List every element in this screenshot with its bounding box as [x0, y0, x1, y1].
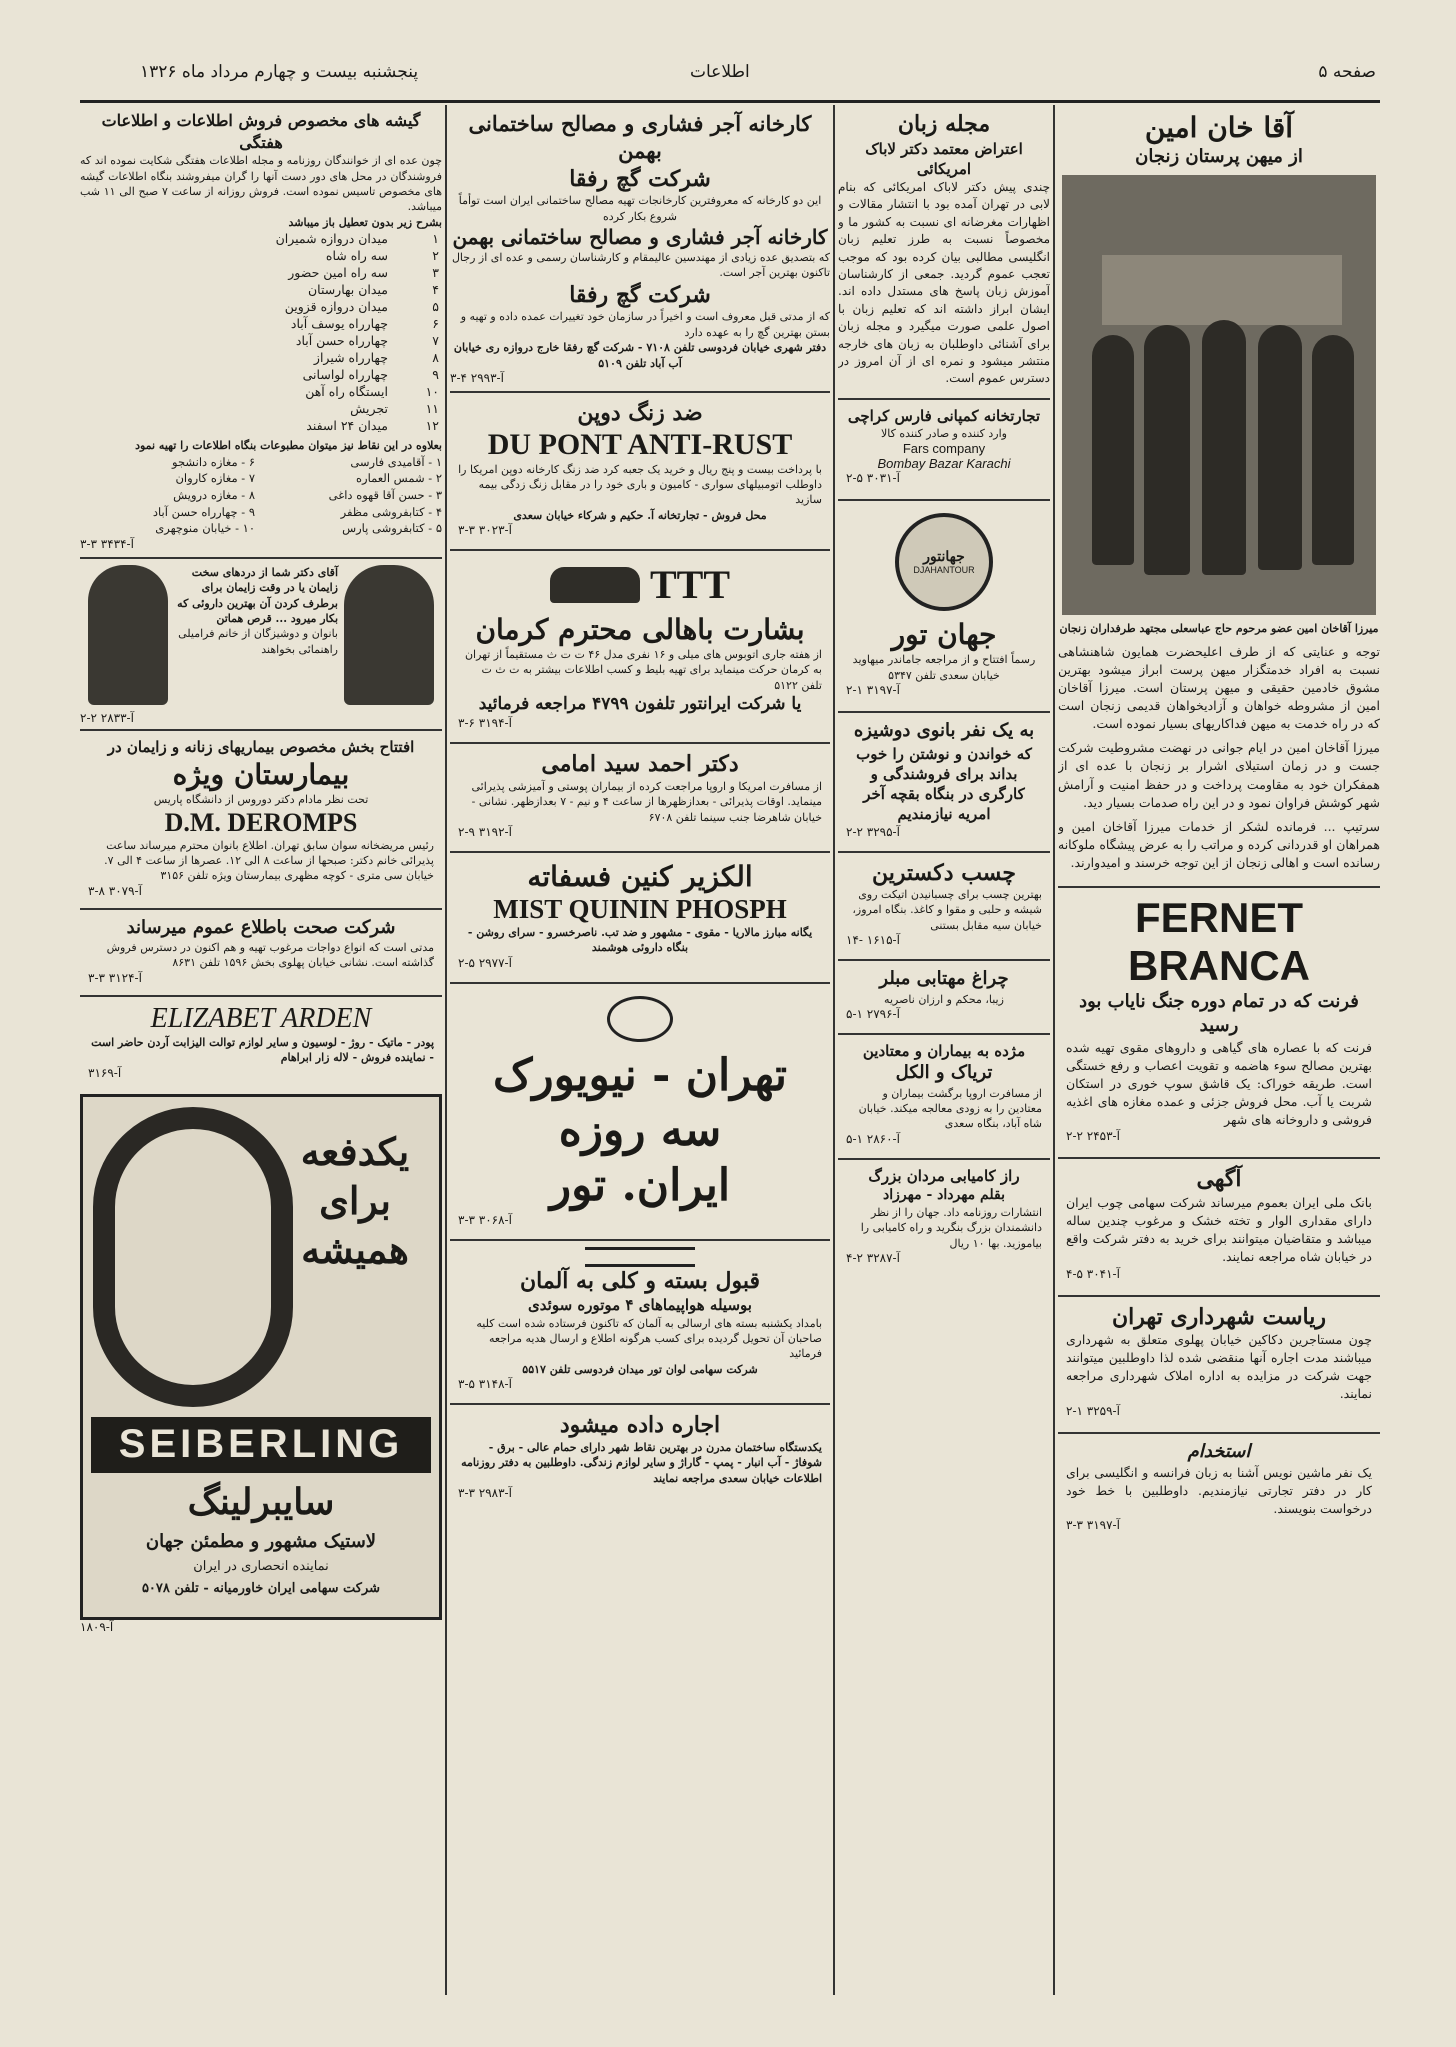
ad-code: آ-۳۱۶۹: [88, 1065, 122, 1080]
ad-code: ۲-۱ آ-۳۱۹۷: [846, 683, 900, 698]
ad-code: ۲-۹ آ-۳۱۹۲: [458, 824, 512, 839]
column-rule: [833, 105, 835, 1995]
wings-logo: [458, 1247, 822, 1267]
ad-code: ۳-۳ آ-۳۴۳۴: [80, 536, 134, 551]
ad-subtitle: بوسیله هواپیماهای ۴ موتوره سوئدی: [528, 1296, 752, 1315]
seiberling-ad: [80, 1094, 442, 1620]
ghabul-ad: [450, 1239, 830, 1397]
table-row: [80, 383, 442, 400]
ad-agent: نماینده انحصاری در ایران: [193, 1558, 329, 1574]
majalle-article: [838, 110, 1050, 388]
notice-title: گیشه های مخصوص فروش اطلاعات و اطلاعات هفتگی: [101, 111, 421, 152]
table-cell: ۱: [432, 231, 439, 247]
header-rule: [80, 100, 1380, 103]
ad-title: دکتر احمد سید امامی: [541, 751, 739, 778]
photo-person: [1202, 320, 1246, 575]
logo-circle: [895, 513, 993, 611]
table-cell: ۳: [432, 265, 439, 281]
ad-body: که خواندن و نوشتن را خوب بداند برای فروشندگی و کارگری در بنگاه بقچه آخر امریه نیازمندیم: [856, 744, 1032, 824]
ad-code: ۳-۴ آ-۲۹۹۳: [450, 370, 504, 385]
list-item: ۷ - مغازه کاروان: [175, 471, 255, 486]
ad-body: از مسافرت امریکا و اروپا مراجعت کرده از بیماران پوستی و آمیزشی پذیرائی مینماید. اوقات پذیرائی - بعدازظهرها از ساعت ۴ و نیم - ۷ بعدازظهر. نشانی - خیابان شاهرضا جنب سینما تلفن ۶۷۰۸: [471, 779, 822, 824]
list-item: ۱۰ - خیابان منوچهری: [155, 521, 255, 536]
ad-title: جهان تور: [891, 618, 997, 652]
aqakhan-article: [1058, 110, 1380, 872]
notice-title: آگهی: [1196, 1166, 1242, 1193]
table-cell: ۱۲: [425, 418, 439, 434]
ad-subtitle: شرکت گچ رفقا: [569, 165, 711, 192]
bus-icon: [550, 567, 640, 603]
ad-body: با پرداخت بیست و پنج ریال و خرید یک جعبه کرد ضد زنگ کارخانه دوپن امریکا را داوطلب اتومبیلهای سواری - کامیون و باری خود را در مقابل زنگ زدگی بیمه سازید: [458, 462, 822, 507]
notice-title: ریاست شهرداری تهران: [1112, 1303, 1326, 1330]
list-item: ۱ - آقامیدی فارسی: [350, 454, 442, 469]
sehat-ad: [80, 908, 442, 991]
photo-caption: میرزا آقاخان امین عضو مرحوم حاج عباسعلی مجتهد طرفداران زنجان: [1059, 622, 1379, 636]
ad-code: ۲-۱ آ-۳۲۵۹: [1066, 1403, 1120, 1418]
tire-illustration: [93, 1107, 293, 1407]
ajor-ad: [450, 110, 830, 385]
issue-date: پنجشنبه بیست و چهارم مرداد ماه ۱۳۲۶: [140, 62, 419, 82]
photo-person: [1258, 325, 1302, 570]
notice-title: استخدام: [1187, 1440, 1251, 1462]
column-rule: [445, 105, 447, 1995]
article-title: آقا خان امین: [1144, 111, 1294, 144]
seiberling-brand: SEIBERLING: [91, 1417, 431, 1473]
kiosk-table: [80, 230, 442, 434]
table-cell: میدان دروازه قزوین: [284, 299, 388, 315]
notice-intro: چون عده ای از خوانندگان روزنامه و مجله اطلاعات هفتگی شکایت نموده اند که فروشندگان در محل های دور دست آنها را گران میفروشند بنگاه اطلاعات گیشه های مخصوص تاسیس نموده است. فروش روزانه از ساعت ۷ صبح الی ۱۱ شب میباشد.: [80, 154, 442, 214]
ad-subtitle: وارد کننده و صادر کننده کالا: [881, 427, 1007, 441]
ad-title: به یک نفر بانوی دوشیزه: [853, 720, 1035, 742]
fernet-brand: FERNET BRANCA: [1128, 894, 1310, 990]
photo-person: [1092, 335, 1134, 565]
ad-code: ۳-۳ آ-۳۰۶۸: [458, 1212, 512, 1227]
list-item: ۳ - حسن آقا قهوه داغی: [328, 487, 442, 502]
municipality-notice: [1058, 1295, 1380, 1424]
table-row: [80, 400, 442, 417]
raz-ad: [838, 1158, 1050, 1271]
ad-title: تجارتخانه کمپانی فارس کراچی: [847, 406, 1041, 425]
table-cell: میدان ۲۴ اسفند: [306, 418, 388, 434]
table-cell: سه راه شاه: [325, 248, 388, 264]
ad-title: افتتاح بخش مخصوص بیماریهای زنانه و زایمان در: [107, 737, 415, 756]
ad-body: پودر - ماتیک - روژ - لوسیون و سایر لوازم توالت الیزابت آردن حاضر است - نماینده فروش - لاله زار ابراهام: [91, 1035, 434, 1065]
ad-body: زیبا، محکم و ارزان ناصریه: [884, 992, 1004, 1006]
column-left: [80, 110, 442, 2000]
besharat-ad: [450, 549, 830, 736]
list-item: ۴ - کتابفروشی مظفر: [340, 504, 442, 519]
paper-name: اطلاعات: [690, 62, 750, 82]
table-row: [80, 298, 442, 315]
table-cell: ۸: [432, 350, 439, 366]
hospital-ad: [80, 729, 442, 904]
table-cell: چهارراه یوسف آباد: [290, 316, 388, 332]
agahi-notice: [1058, 1157, 1380, 1286]
table-cell: سه راه امین حضور: [288, 265, 388, 281]
ad-body: رئیس مریضخانه سوان سابق تهران. اطلاع بانوان محترم میرساند ساعت پذیرائی خانم دکتر: صبحها از ساعت ۸ الی ۱۲. عصرها از ساعت ۴ الی ۷. خیابان سی متری - کوچه مظهری بیمارستان ویژه تلفن ۳۱۵۶: [104, 838, 434, 883]
doctor-ad: [450, 742, 830, 845]
ad-body: یگانه مبارز مالاریا - مقوی - مشهور و ضد تب. ناصرخسرو - سرای روشن - بنگاه داروئی هوشمند: [467, 925, 813, 955]
group-photo: [1062, 175, 1376, 615]
ad-title: چراغ مهتابی مبلر: [879, 968, 1009, 990]
table-row: [80, 366, 442, 383]
photo-person: [1144, 325, 1190, 575]
table-cell: میدان دروازه شمیران: [275, 231, 388, 247]
ad-title: قبول بسته و کلی به آلمان: [519, 1267, 760, 1294]
column-right-middle: [838, 110, 1050, 2000]
table-heading: بشرح زیر بدون تعطیل باز میباشد: [288, 215, 442, 229]
article-body: میرزا آقاخان امین در ایام جوانی در نهضت مشروطیت شرکت جست و در زمان استیلای اشرار بر زنجان با عده ای از همفکران خود به مقاومت پرداخت و در حفظ امنیت و آرامش شهر کوشش فراوان نمود و در این راه صدمات بسیار دید.: [1058, 740, 1380, 810]
table-row: [80, 332, 442, 349]
ad-subtitle: تحت نظر مادام دکتر دوروس از دانشگاه پاریس: [153, 793, 369, 807]
column-right: [1058, 110, 1380, 2000]
ad-body: بامداد یکشنبه بسته های ارسالی به آلمان که تاکنون فرستاده شده است کلیه صاحبان آن تحویل گردیده برای کسب هرگونه اطلاع و ارسال هدیه مراجعه فرمائید: [476, 1316, 822, 1361]
logo-text: جهانتور: [923, 549, 965, 566]
table-cell: ۷: [432, 333, 439, 349]
table-cell: ۱۱: [425, 401, 439, 417]
ad-code: ۳-۸ آ-۳۰۷۹: [88, 883, 142, 898]
ad-address: شرکت سهامی لوان تور میدان فردوسی تلفن ۵۵۱۷: [522, 1362, 758, 1376]
article-body: چندی پیش دکتر لاباک امریکائی که بنام لابی در تهران آمده بود با انتشار مقالات و اظهارات مغرضانه ای نسبت به کشور ما و مخصوصاً نسبت به طرز تعلیم زبان انگلیسی مطالبی بیان کرده بود که موجب تعجب عموم گردید. جمعی از کارشناسان آموزش زبان پاسخ های مستدل داده اند. ایشان ابراز داشته اند که تعلیم زبان با اصول علمی صورت میگیرد و مجله زبان برای آشنائی داوطلبان به زبان های خارجه منتشر میشود و نمره ای از آن امروز در دسترس عموم است.: [838, 180, 1050, 386]
ad-slogan: یکدفعه برای همیشه: [300, 1128, 410, 1273]
jahantour-logo: [846, 513, 1042, 611]
ad-line: تهران - نیویورک: [492, 1049, 788, 1101]
photo-background: [1102, 255, 1342, 325]
article-title: مجله زبان: [897, 111, 991, 137]
table-cell: ۹: [432, 367, 439, 383]
ad-code: ۲-۲ آ-۲۸۳۳: [80, 710, 134, 725]
column-middle: [450, 110, 830, 2000]
tehran-newyork-ad: [450, 982, 830, 1233]
ad-code: ۳-۳ آ-۳۰۲۳: [458, 523, 512, 538]
table-row: [80, 264, 442, 281]
ad-body: انتشارات روزنامه داد. جهان را از نظر دانشمندان بزرگ بنگرید و راه کامیابی را بیاموزید. بها ۱۰ ریال: [860, 1205, 1042, 1250]
jahantour-ad: [838, 499, 1050, 703]
seiberling-brand-fa: سایبرلینگ: [187, 1480, 335, 1523]
table-cell: ۲: [432, 248, 439, 264]
ad-body: مدتی است که انواع دواجات مرغوب تهیه و هم اکنون در دسترس فروش گذاشته است. نشانی خیابان پهلوی بخش ۱۵۹۶ تلفن ۸۶۳۱: [106, 941, 434, 970]
ad-subtitle: بقلم مهرداد - مهرزاد: [883, 1186, 1005, 1203]
ad-code: آ-۱۸۰۹: [80, 1619, 114, 1634]
ad-line: ایران. تور: [549, 1159, 731, 1211]
table-row: [80, 230, 442, 247]
hospital-name: بیمارستان ویژه: [172, 758, 350, 792]
plane-logo: [458, 996, 822, 1042]
ad-english: D.M. DEROMPS: [164, 807, 358, 837]
ad-note: بانوان و دوشیزگان از خانم فرامیلی راهنمائی بخواهند: [178, 627, 338, 656]
ad-code: ۳-۳ آ-۳۱۲۴: [88, 970, 142, 985]
ad-code: ۴-۲ آ-۳۲۸۷: [846, 1250, 900, 1265]
page-number: صفحه ۵: [1318, 62, 1376, 82]
table-row: [80, 281, 442, 298]
banu-ad: [838, 711, 1050, 844]
arden-ad: [80, 995, 442, 1086]
elixir-ad: [450, 851, 830, 976]
list-item: ۸ - مغازه درویش: [173, 487, 255, 502]
logo-text: TTT: [649, 562, 731, 608]
woman-illustration: [344, 565, 434, 705]
ad-english: DU PONT ANTI-RUST: [487, 427, 793, 461]
dupont-ad: [450, 391, 830, 543]
article-body: توجه و عنایتی که از طرف اعلیحضرت همایون شاهنشاهی نسبت به افراد خدمتگزار میهن پرست ابراز میشود بهترین مشوق خادمین حقیقی و میهن پرستان است. میرزا آقاخان امین از مشروطه خواهان و آزادیخواهان قدیمی زنجان است که در راه خدمت به میهن فداکاریهای بسیار نموده است.: [1058, 643, 1380, 732]
ad-english: MIST QUININ PHOSPH: [493, 893, 787, 924]
ad-company: شرکت سهامی ایران خاورمیانه - تلفن ۵۰۷۸: [141, 1580, 381, 1596]
cheragh-ad: [838, 959, 1050, 1027]
hiring-notice: [1058, 1432, 1380, 1539]
gishe-notice: [80, 110, 442, 551]
ad-english: ELIZABET ARDEN: [150, 1002, 372, 1034]
ad-body: از هفته جاری اتوبوس های میلی و ۱۶ نفری مدل ۴۶ ت ت ث مستقیماً از تهران به کرمان حرکت مینماید برای تهیه بلیط و کسب اطلاعات بیشتر به ت ث ت تلفن ۵۱۲۲: [464, 648, 822, 692]
ad-body: که از مدتی قبل معروف است و اخیراً در سازمان خود تغییرات عمده داده و تهیه و بستن بهترین گچ را به عهده دارد: [460, 310, 830, 339]
ad-code: ۵-۱ آ-۲۷۹۶: [846, 1006, 900, 1021]
ad-title: کارخانه آجر فشاری و مصالح ساختمانی بهمن: [468, 111, 812, 164]
list-item: ۲ - شمس العماره: [356, 471, 442, 486]
ad-english: Bombay Bazar Karachi: [877, 456, 1011, 472]
ad-line: یا شرکت ایرانتور تلفون ۴۷۹۹ مراجعه فرمائید: [478, 694, 802, 715]
ad-line: سه روزه: [558, 1104, 722, 1156]
photo-person: [1312, 335, 1354, 565]
ad-code: ۳-۳ آ-۲۹۸۳: [458, 1485, 512, 1500]
ad-intro: این دو کارخانه که معروفترین کارخانجات تهیه مصالح ساختمانی ایران است توأماً شروع بکار کرده: [458, 194, 822, 223]
table-cell: ۶: [432, 316, 439, 332]
ad-title: راز کامیابی مردان بزرگ: [868, 1166, 1020, 1185]
ejare-ad: [450, 1403, 830, 1506]
fernet-body: فرنت که با عصاره های گیاهی و داروهای مقوی تهیه شده بهترین مصالح سوء هاضمه و تقویت اعصاب و رفع خستگی است. طریقه خوراک: یک قاشق سوپ خوری در استکان شربت یا آب. محل فروش جزئی و عمده مغازه های اغذیه فروشی و داروخانه های شهر: [1066, 1039, 1372, 1128]
notice-body: چون مستاجرین دکاکین خیابان پهلوی متعلق به شهرداری میباشند مدت اجاره آنها منقضی شده لذا داوطلبین میتوانند جهت شرکت در مزایده به اداره املاک شهرداری مراجعه نمایند.: [1066, 1332, 1372, 1402]
article-body: سرتیپ ... فرمانده لشکر از خدمات میرزا آقاخان امین و همراهان او قدردانی کرده و مراتب را به عرض پیشگاه ملوکانه رسانده است و اهالی زنجان از این توجه خرسند و امیدوارند.: [1058, 818, 1380, 871]
ad-code: ۲-۲ آ-۲۴۵۳: [1066, 1129, 1120, 1144]
plane-icon: [607, 996, 673, 1042]
ad-title: چسب دکسترین: [871, 859, 1017, 886]
table-cell: چهارراه حسن آباد: [295, 333, 388, 349]
table-cell: تجریش: [350, 401, 388, 417]
table-cell: ایستگاه راه آهن: [305, 384, 388, 400]
ad-english: Fars company: [902, 441, 986, 457]
ad-code: ۳-۶ آ-۳۱۹۴: [458, 716, 512, 731]
bus-logo: [458, 561, 822, 608]
ad-body: آقای دکتر شما از دردهای سخت زایمان یا در وقت زایمان برای برطرف کردن آن بهترین داروئی که بکار میرود ... قرص هماتن: [177, 565, 338, 626]
article-subtitle: اعتراض معتمد دکتر لاباک امریکائی: [865, 139, 1023, 178]
chasb-ad: [838, 851, 1050, 954]
ad-body: از مسافرت اروپا برگشت بیماران و معتادین را به زودی معالجه میکند. خیابان شاه آباد، بنگاه سعدی: [858, 1086, 1042, 1131]
list-item: ۵ - کتابفروشی پارس: [342, 521, 442, 536]
table-cell: ۱۰: [425, 384, 439, 400]
ad-title: کارخانه آجر فشاری و مصالح ساختمانی بهمن: [452, 224, 828, 249]
ad-code: ۲-۵ آ-۳۰۳۱: [846, 471, 900, 486]
ad-code: ۳-۳ آ-۳۱۹۷: [1066, 1518, 1120, 1533]
ad-body: بهترین چسب برای چسبانیدن اتیکت روی شیشه و حلبی و مقوا و کاغذ. بنگاه امروز، خیابان سیه مقابل بستنی: [852, 888, 1042, 932]
list-item: ۹ - چهارراه حسن آباد: [152, 504, 255, 519]
ad-address: دفتر شهری خیابان فردوسی تلفن ۷۱۰۸ - شرکت گچ رفقا خارج دروازه ری خیابان آب آباد تلفن ۵۱۰۹: [453, 341, 827, 370]
fernet-headline: فرنت که در تمام دوره جنگ نایاب بود رسید: [1079, 991, 1359, 1037]
ad-tagline: لاستیک مشهور و مطمئن جهان: [145, 1530, 377, 1552]
notice-body: یک نفر ماشین نویس آشنا به زبان فرانسه و انگلیسی برای کار در دفتر تجارتی نیازمندیم. داوطلبین با خط خود درخواست بنویسند.: [1066, 1464, 1372, 1517]
table-row: [80, 417, 442, 434]
ad-subtitle: تریاک و الکل: [895, 1062, 993, 1084]
column-rule: [1053, 105, 1055, 1995]
extra-list: [80, 454, 442, 537]
extra-heading: بعلاوه در این نقاط نیز میتوان مطبوعات بنگاه اطلاعات را تهیه نمود: [135, 439, 442, 453]
ad-code: ۵-۱ آ-۲۸۶۰: [846, 1131, 900, 1146]
table-cell: ۵: [432, 299, 439, 315]
ad-title: مژده به بیماران و معتادین: [862, 1041, 1026, 1060]
ad-address: محل فروش - تجارتخانه آ. حکیم و شرکاء خیابان سعدی: [513, 508, 767, 522]
table-cell: ۴: [432, 282, 439, 298]
logo-text-en: DJAHANTOUR: [913, 565, 975, 576]
ad-title: الکزیر کنین فسفاته: [527, 859, 753, 893]
ad-title: شرکت صحت باطلاع عموم میرساند: [126, 916, 396, 938]
notice-body: بانک ملی ایران بعموم میرساند شرکت سهامی چوب ایران دارای مقداری الوار و تخته خشک و مرغوب چندین ساله میباشد و متقاضیان میتوانند برای خرید به دفتر شرکت واقع در خیابان شاه مراجعه نمایند.: [1066, 1195, 1372, 1265]
ad-title: ضد زنگ دوپن: [577, 399, 703, 426]
ad-title: شرکت گچ رفقا: [569, 281, 711, 308]
table-cell: چهارراه لواسانی: [302, 367, 388, 383]
man-illustration: [88, 565, 168, 705]
ad-code: ۱۴- آ-۱۶۱۵: [846, 933, 900, 948]
table-row: [80, 315, 442, 332]
ad-body: که بتصدیق عده زیادی از مهندسین عالیمقام و کارشناسان رسمی و عده ای از رجال تاکنون بهترین آجر است.: [451, 250, 830, 280]
karachi-ad: [838, 398, 1050, 492]
article-subtitle: از میهن پرستان زنجان: [1135, 146, 1303, 167]
table-row: [80, 349, 442, 366]
kafe-ad: [80, 557, 442, 711]
table-cell: میدان بهارستان: [307, 282, 388, 298]
list-item: ۶ - مغازه دانشجو: [172, 454, 255, 469]
ad-title: اجاره داده میشود: [559, 1412, 721, 1439]
mojde-ad: [838, 1033, 1050, 1152]
ad-title: بشارت باهالی محترم کرمان: [475, 613, 805, 647]
ad-body: رسماً افتتاح و از مراجعه جاماندر میهاوید خیابان سعدی تلفن ۵۳۴۷: [852, 653, 1036, 682]
wings-icon: [585, 1247, 695, 1267]
ad-code: ۲-۲ آ-۳۲۹۵: [846, 824, 900, 839]
ad-code: ۳-۵ آ-۳۱۴۸: [458, 1377, 512, 1392]
fernet-ad: [1058, 886, 1380, 1149]
ad-body: یکدستگاه ساختمان مدرن در بهترین نقاط شهر دارای حمام عالی - برق - شوفاژ - آب انبار - پمپ - گاراژ و سایر لوازم زندگی. داوطلبین به دفتر روزنامه اطلاعات خیابان سعدی مراجعه نمایند: [461, 1440, 822, 1485]
table-row: [80, 247, 442, 264]
table-cell: چهارراه شیراز: [313, 350, 388, 366]
ad-code: ۲-۵ آ-۲۹۷۷: [458, 955, 512, 970]
ad-code: ۴-۵ آ-۳۰۴۱: [1066, 1266, 1120, 1281]
